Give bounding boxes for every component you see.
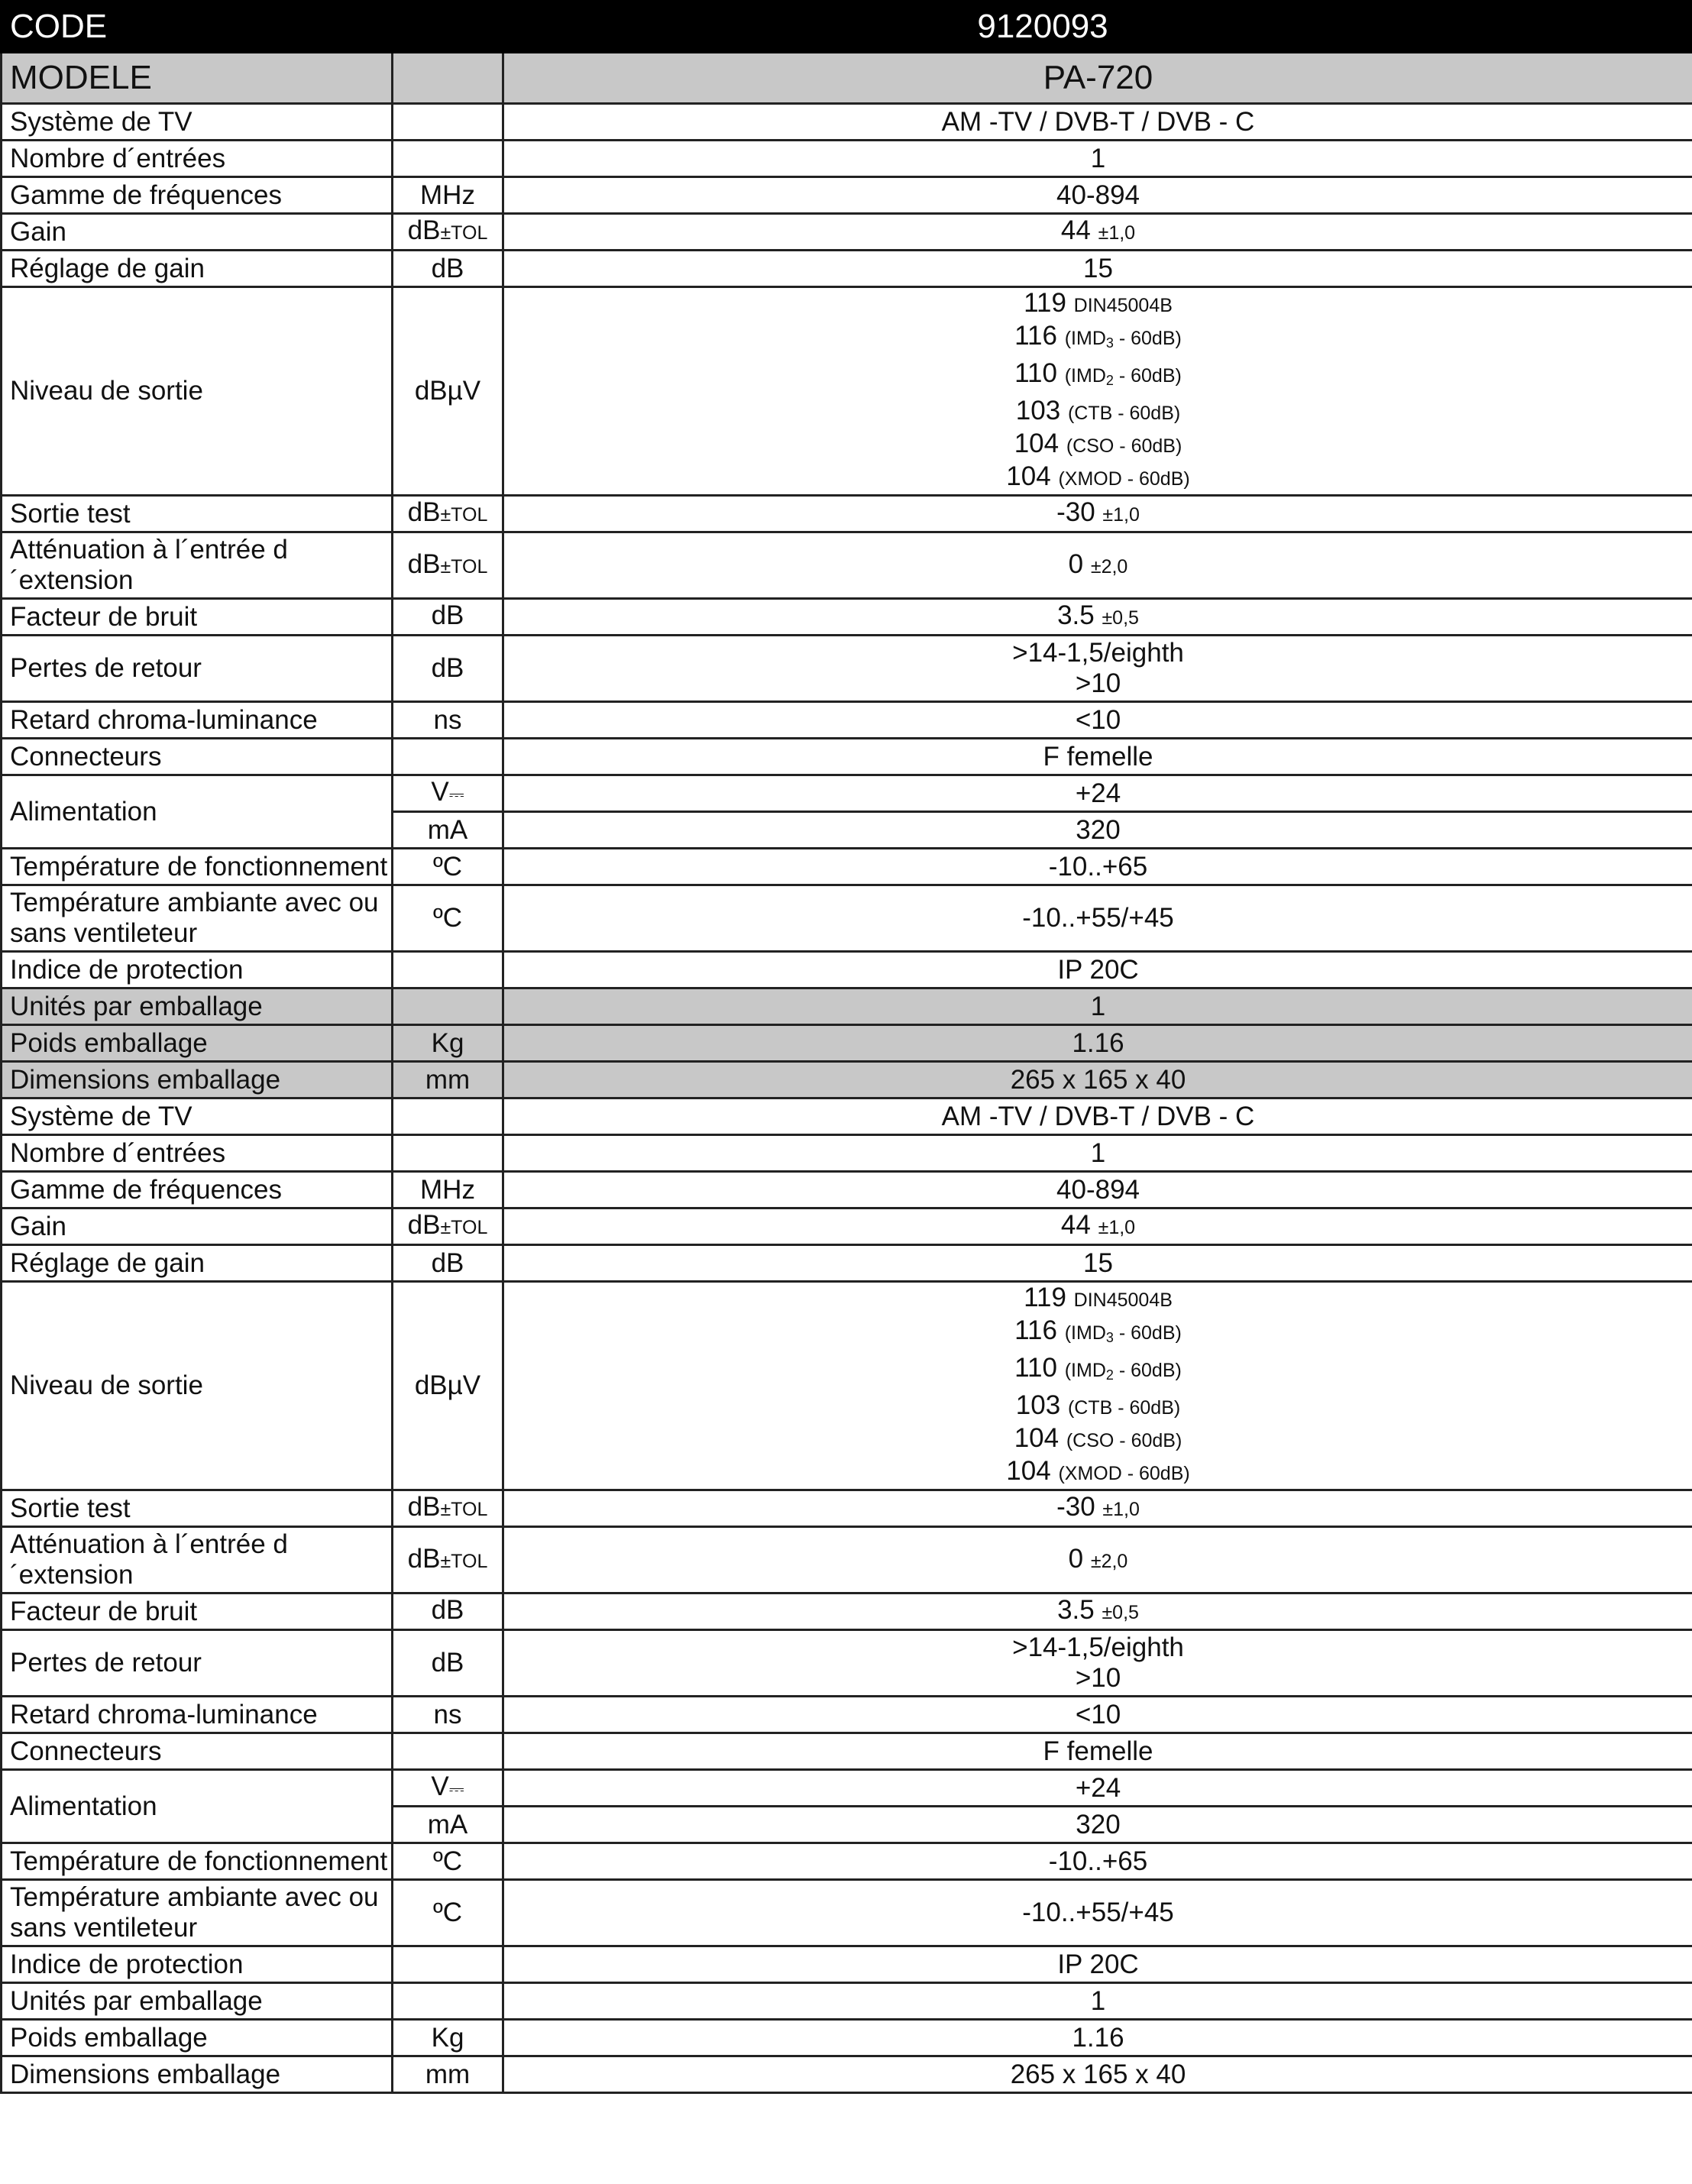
spec-unit: Kg <box>393 1025 503 1062</box>
spec-label: Connecteurs <box>2 1733 393 1770</box>
output-note: (CSO - 60dB) <box>1066 435 1182 457</box>
spec-label: Retard chroma-luminance <box>2 1697 393 1733</box>
spec-label: Alimentation <box>2 1770 393 1843</box>
spec-row <box>2 2020 1692 2056</box>
spec-row <box>2 532 1692 599</box>
unit-tolerance: ±TOL <box>440 222 488 244</box>
spec-label: Facteur de bruit <box>2 599 393 636</box>
output-line <box>512 288 1684 321</box>
spec-unit <box>393 599 503 636</box>
spec-row <box>2 214 1692 251</box>
spec-row <box>2 177 1692 214</box>
value-main: 3.5 <box>1057 1595 1095 1625</box>
spec-value: AM -TV / DVB-T / DVB - C <box>503 104 1692 141</box>
output-line <box>512 396 1684 429</box>
output-note: - 60dB) <box>1113 1360 1182 1381</box>
spec-unit: ºC <box>393 849 503 885</box>
spec-value: IP 20C <box>503 952 1692 988</box>
value-tolerance: ±1,0 <box>1102 504 1140 526</box>
spec-label: Niveau de sortie <box>2 1282 393 1490</box>
return-line: >14-1,5/eighth <box>1012 638 1184 668</box>
spec-value <box>503 496 1692 532</box>
spec-unit <box>393 1983 503 2020</box>
spec-unit <box>393 1770 503 1807</box>
spec-row <box>2 1098 1692 1135</box>
volt-unit: V <box>431 1771 449 1801</box>
spec-value: +24 <box>503 775 1692 812</box>
spec-label: Connecteurs <box>2 739 393 775</box>
spec-value: 265 x 165 x 40 <box>503 2056 1692 2093</box>
unit-main: dB <box>407 215 441 245</box>
spec-value: F femelle <box>503 1733 1692 1770</box>
spec-row <box>2 988 1692 1025</box>
spec-row <box>2 1527 1692 1594</box>
spec-row <box>2 1733 1692 1770</box>
spec-unit: mm <box>393 2056 503 2093</box>
output-line <box>512 1353 1684 1390</box>
spec-unit <box>393 952 503 988</box>
spec-label: Indice de protection <box>2 1946 393 1983</box>
spec-row <box>2 1062 1692 1098</box>
output-note: DIN45004B <box>1073 295 1173 316</box>
spec-value: F femelle <box>503 739 1692 775</box>
value-tolerance: ±2,0 <box>1090 1550 1128 1572</box>
spec-row <box>2 141 1692 177</box>
spec-value <box>503 599 1692 636</box>
code-row <box>2 2 1692 53</box>
spec-unit <box>393 1527 503 1594</box>
spec-row <box>2 2056 1692 2093</box>
spec-row <box>2 1697 1692 1733</box>
volt-unit: V <box>431 777 449 807</box>
spec-row <box>2 1025 1692 1062</box>
spec-unit: dB <box>393 1245 503 1282</box>
output-level: 119 <box>1024 288 1066 318</box>
return-line: >14-1,5/eighth <box>1012 1632 1184 1662</box>
spec-unit: ºC <box>393 1843 503 1880</box>
spec-value: 40-894 <box>503 177 1692 214</box>
spec-unit: dB <box>393 636 503 702</box>
output-level: 104 <box>1006 461 1051 491</box>
spec-label: Gamme de fréquences <box>2 1172 393 1208</box>
spec-row <box>2 1172 1692 1208</box>
spec-unit: dB <box>393 1630 503 1697</box>
spec-value <box>503 1490 1692 1527</box>
spec-unit: MHz <box>393 177 503 214</box>
spec-row <box>2 952 1692 988</box>
output-line <box>512 1315 1684 1353</box>
output-note: (IMD <box>1064 1322 1106 1344</box>
spec-row <box>2 1282 1692 1490</box>
spec-label: Température de fonctionnement <box>2 1843 393 1880</box>
spec-unit: MHz <box>393 1172 503 1208</box>
spec-value: -10..+65 <box>503 849 1692 885</box>
spec-unit: ºC <box>393 885 503 952</box>
value-main: 0 <box>1068 548 1084 579</box>
spec-label: Pertes de retour <box>2 1630 393 1697</box>
unit-main: dB <box>407 1210 441 1240</box>
value-main: 44 <box>1060 215 1091 245</box>
spec-label: Unités par emballage <box>2 1983 393 2020</box>
output-note-sub: 2 <box>1105 373 1114 388</box>
spec-unit <box>393 532 503 599</box>
output-level: 116 <box>1014 321 1057 351</box>
spec-label: Dimensions emballage <box>2 2056 393 2093</box>
output-line <box>512 1283 1684 1315</box>
spec-label: Gain <box>2 1208 393 1245</box>
output-line <box>512 1423 1684 1456</box>
spec-value <box>503 214 1692 251</box>
unit-tolerance: ±TOL <box>440 504 488 526</box>
spec-row <box>2 1946 1692 1983</box>
spec-value: -10..+55/+45 <box>503 885 1692 952</box>
spec-value: AM -TV / DVB-T / DVB - C <box>503 1098 1692 1135</box>
value-tolerance: ±0,5 <box>1102 607 1139 629</box>
spec-row <box>2 1594 1692 1630</box>
output-note: (IMD <box>1064 328 1106 349</box>
output-level: 110 <box>1014 358 1057 388</box>
unit-main: dB <box>431 600 464 630</box>
output-line <box>512 358 1684 396</box>
spec-label: Nombre d´entrées <box>2 1135 393 1172</box>
spec-unit <box>393 988 503 1025</box>
spec-label: Atténuation à l´entrée d´extension <box>2 532 393 599</box>
spec-label: Réglage de gain <box>2 251 393 287</box>
spec-value: IP 20C <box>503 1946 1692 1983</box>
spec-row <box>2 1630 1692 1697</box>
spec-label: Température de fonctionnement <box>2 849 393 885</box>
output-note: - 60dB) <box>1113 365 1182 387</box>
output-note: (CTB - 60dB) <box>1067 1397 1181 1419</box>
spec-value: 15 <box>503 1245 1692 1282</box>
spec-label: Gain <box>2 214 393 251</box>
output-note: (IMD <box>1064 365 1106 387</box>
spec-label: Sortie test <box>2 1490 393 1527</box>
spec-row <box>2 1245 1692 1282</box>
spec-label: Indice de protection <box>2 952 393 988</box>
output-note-sub: 3 <box>1105 1330 1114 1345</box>
spec-unit <box>393 214 503 251</box>
output-note: - 60dB) <box>1113 328 1182 349</box>
spec-row <box>2 1490 1692 1527</box>
spec-value: 320 <box>503 812 1692 849</box>
code-label: CODE <box>2 2 393 53</box>
value-tolerance: ±1,0 <box>1098 1217 1136 1238</box>
spec-value: 1 <box>503 988 1692 1025</box>
spec-row <box>2 1208 1692 1245</box>
output-note-sub: 2 <box>1105 1367 1114 1383</box>
spec-label: Atténuation à l´entrée d´extension <box>2 1527 393 1594</box>
model-row <box>2 53 1692 104</box>
output-note: (XMOD - 60dB) <box>1058 468 1190 490</box>
spec-value <box>503 1594 1692 1630</box>
output-note: (XMOD - 60dB) <box>1058 1463 1190 1484</box>
output-level: 110 <box>1014 1353 1057 1383</box>
spec-label: Système de TV <box>2 104 393 141</box>
spec-value: -10..+55/+45 <box>503 1880 1692 1946</box>
spec-unit: dBµV <box>393 287 503 496</box>
output-line <box>512 429 1684 461</box>
spec-label: Niveau de sortie <box>2 287 393 496</box>
output-note: (IMD <box>1064 1360 1106 1381</box>
spec-unit: dB <box>393 251 503 287</box>
spec-label: Nombre d´entrées <box>2 141 393 177</box>
output-line <box>512 321 1684 358</box>
spec-unit <box>393 1490 503 1527</box>
spec-value <box>503 287 1692 496</box>
model-value: PA-720 <box>503 53 1692 104</box>
spec-unit: ns <box>393 1697 503 1733</box>
spec-value: <10 <box>503 1697 1692 1733</box>
spec-unit <box>393 104 503 141</box>
spec-row <box>2 1983 1692 2020</box>
value-tolerance: ±0,5 <box>1102 1602 1139 1623</box>
unit-tolerance: ±TOL <box>440 555 488 578</box>
spec-row <box>2 287 1692 496</box>
return-line: >10 <box>1075 1663 1121 1693</box>
spec-unit: mm <box>393 1062 503 1098</box>
model-label: MODELE <box>2 53 393 104</box>
unit-main: dB <box>407 548 441 579</box>
spec-label: Réglage de gain <box>2 1245 393 1282</box>
output-level: 104 <box>1006 1456 1051 1486</box>
spec-value: 1 <box>503 141 1692 177</box>
spec-value: 1.16 <box>503 2020 1692 2056</box>
value-main: -30 <box>1056 497 1095 527</box>
output-note: DIN45004B <box>1073 1289 1173 1311</box>
output-level: 103 <box>1015 396 1061 425</box>
spec-row <box>2 849 1692 885</box>
spec-unit <box>393 1135 503 1172</box>
spec-value: 265 x 165 x 40 <box>503 1062 1692 1098</box>
value-main: 44 <box>1060 1210 1091 1240</box>
spec-label: Unités par emballage <box>2 988 393 1025</box>
dc-symbol-icon: ⎓ <box>448 1778 464 1800</box>
spec-value: -10..+65 <box>503 1843 1692 1880</box>
spec-value: 1 <box>503 1983 1692 2020</box>
spec-row <box>2 599 1692 636</box>
code-value: 9120093 <box>393 2 1692 53</box>
spec-unit: mA <box>393 812 503 849</box>
spec-row <box>2 775 1692 812</box>
spec-value <box>503 1282 1692 1490</box>
output-note-sub: 3 <box>1105 335 1114 351</box>
spec-label: Température ambiante avec ou sans ventileteur <box>2 1880 393 1946</box>
spec-unit <box>393 1594 503 1630</box>
spec-label: Pertes de retour <box>2 636 393 702</box>
spec-row <box>2 104 1692 141</box>
output-level: 116 <box>1014 1315 1057 1345</box>
spec-row <box>2 885 1692 952</box>
spec-value <box>503 1630 1692 1697</box>
spec-value: 15 <box>503 251 1692 287</box>
model-unit-cell <box>393 53 503 104</box>
value-main: 3.5 <box>1057 600 1095 630</box>
value-tolerance: ±2,0 <box>1090 555 1128 578</box>
spec-label: Système de TV <box>2 1098 393 1135</box>
spec-unit <box>393 141 503 177</box>
spec-label: Alimentation <box>2 775 393 849</box>
spec-row <box>2 1843 1692 1880</box>
output-level: 104 <box>1014 1423 1060 1453</box>
unit-tolerance: ±TOL <box>440 1550 488 1572</box>
unit-tolerance: ±TOL <box>440 1499 488 1520</box>
unit-main: dB <box>407 1492 441 1522</box>
value-main: -30 <box>1056 1492 1095 1522</box>
spec-unit: ns <box>393 702 503 739</box>
value-tolerance: ±1,0 <box>1102 1499 1140 1520</box>
spec-row <box>2 739 1692 775</box>
spec-value: 1 <box>503 1135 1692 1172</box>
spec-unit <box>393 739 503 775</box>
value-main: 0 <box>1068 1543 1084 1574</box>
output-line <box>512 1390 1684 1423</box>
spec-label: Sortie test <box>2 496 393 532</box>
unit-main: dB <box>407 1543 441 1574</box>
spec-unit: dBµV <box>393 1282 503 1490</box>
output-line <box>512 1456 1684 1489</box>
spec-value: 40-894 <box>503 1172 1692 1208</box>
unit-main: dB <box>431 1595 464 1625</box>
spec-unit <box>393 1208 503 1245</box>
spec-value: +24 <box>503 1770 1692 1807</box>
output-note: (CTB - 60dB) <box>1067 403 1181 424</box>
spec-unit <box>393 496 503 532</box>
spec-label: Dimensions emballage <box>2 1062 393 1098</box>
output-note: - 60dB) <box>1113 1322 1182 1344</box>
spec-value: 320 <box>503 1807 1692 1843</box>
spec-label: Poids emballage <box>2 1025 393 1062</box>
spec-label: Poids emballage <box>2 2020 393 2056</box>
output-level: 104 <box>1014 429 1060 458</box>
spec-label: Température ambiante avec ou sans ventileteur <box>2 885 393 952</box>
value-tolerance: ±1,0 <box>1098 222 1136 244</box>
spec-row <box>2 702 1692 739</box>
spec-label: Gamme de fréquences <box>2 177 393 214</box>
output-line <box>512 461 1684 494</box>
spec-value <box>503 1527 1692 1594</box>
output-level: 119 <box>1024 1283 1066 1312</box>
spec-row <box>2 1880 1692 1946</box>
spec-unit <box>393 1098 503 1135</box>
spec-value: 1.16 <box>503 1025 1692 1062</box>
spec-unit: mA <box>393 1807 503 1843</box>
spec-unit <box>393 1733 503 1770</box>
spec-label: Facteur de bruit <box>2 1594 393 1630</box>
spec-unit <box>393 775 503 812</box>
spec-value: <10 <box>503 702 1692 739</box>
spec-label: Retard chroma-luminance <box>2 702 393 739</box>
unit-main: dB <box>407 497 441 527</box>
spec-row <box>2 496 1692 532</box>
spec-value <box>503 636 1692 702</box>
spec-row <box>2 636 1692 702</box>
unit-tolerance: ±TOL <box>440 1217 488 1238</box>
spec-unit <box>393 1946 503 1983</box>
spec-unit: ºC <box>393 1880 503 1946</box>
dc-symbol-icon: ⎓ <box>448 784 464 805</box>
return-line: >10 <box>1075 668 1121 698</box>
spec-row <box>2 251 1692 287</box>
spec-value <box>503 532 1692 599</box>
output-level: 103 <box>1015 1390 1061 1420</box>
spec-row <box>2 1135 1692 1172</box>
spec-unit: Kg <box>393 2020 503 2056</box>
spec-row <box>2 1770 1692 1807</box>
spec-value <box>503 1208 1692 1245</box>
output-note: (CSO - 60dB) <box>1066 1430 1182 1451</box>
